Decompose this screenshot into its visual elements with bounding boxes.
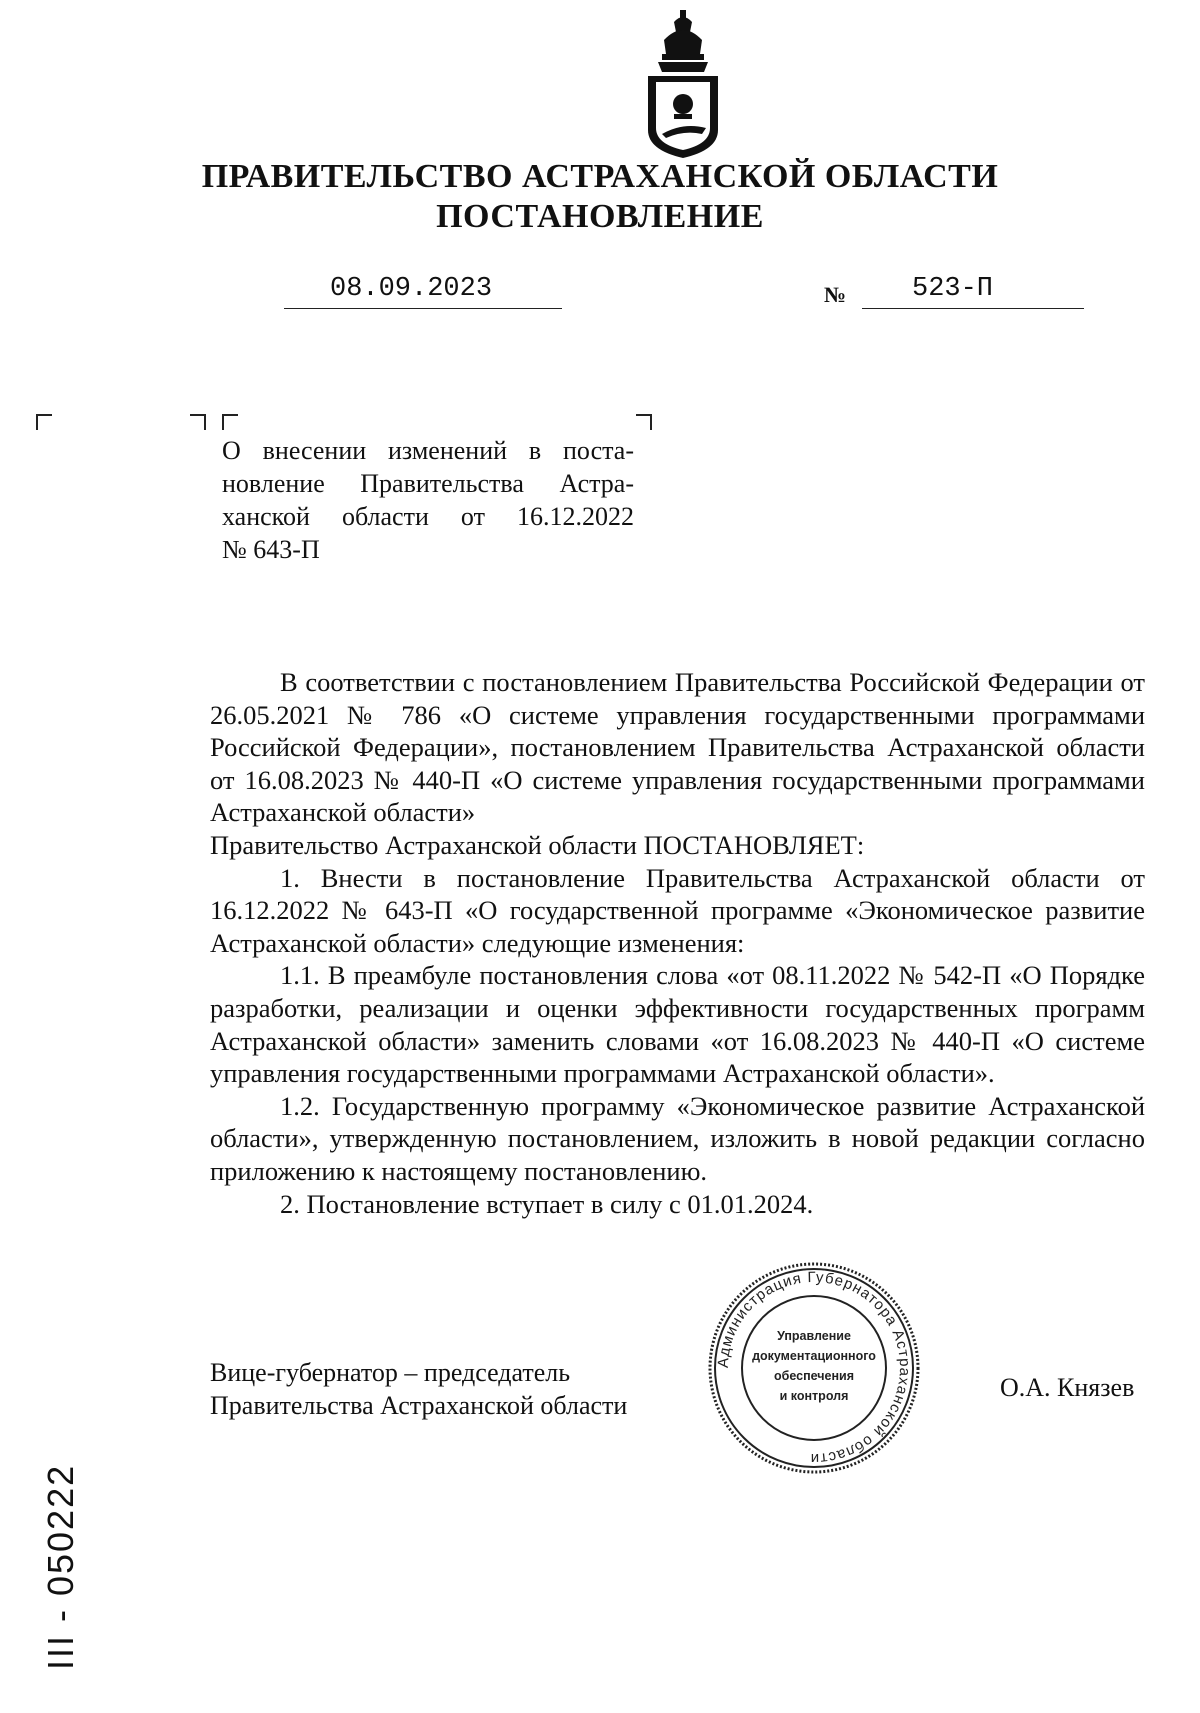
subject-line: № 643-П [222,535,320,564]
official-stamp [706,1260,922,1476]
stamp-inner-line: документационного [752,1349,876,1363]
margin-corner-mark [36,414,52,430]
document-date: 08.09.2023 [330,274,493,304]
subject-line: новление Правительства Астра- [222,469,634,498]
stamp-inner-line: обеспечения [773,1369,855,1383]
clause-1-2-paragraph: 1.2. Государственную программу «Экономическое развитие Астраханской области», утвержденную постановлением, изложить в новой редакции согласно приложению к настоящему постановлению. [210,1090,1145,1186]
signatory-name: О.А. Князев [1000,1373,1135,1402]
document-number: 523-П [912,274,994,304]
organization-title: ПРАВИТЕЛЬСТВО АСТРАХАНСКОЙ ОБЛАСТИ [201,158,999,195]
resolution-body [210,666,1145,1220]
number-underline [862,308,1084,309]
clause-2-paragraph: 2. Постановление вступает в силу с 01.01.2024. [280,1188,814,1219]
subject-line: ханской области от 16.12.2022 [222,502,634,531]
stamp-inner-line: и контроля [779,1389,849,1403]
subject-corner-mark-left-outer [190,414,206,430]
subject-corner-mark-left [222,414,238,430]
subject-line: О внесении изменений в поста- [222,436,634,465]
stamp-inner-line: Управление [777,1329,851,1343]
form-serial-number: ІІІ - 050222 [40,1463,81,1670]
subject-block [222,434,634,566]
document-type-title: ПОСТАНОВЛЕНИЕ [436,198,764,235]
number-sign: № [824,282,847,307]
clause-1-1-paragraph: 1.1. В преамбуле постановления слова «от 08.11.2022 № 542-П «О Порядке разработки, реализации и оценки эффективности государственных программ Астраханской области» заменить словами «от 16.08.2023 № 440-П «О системе управления государственными программами Астраханской области». [210,960,1145,1089]
resolves-paragraph: Правительство Астраханской области ПОСТАНОВЛЯЕТ: [210,829,865,860]
signatory-position-line: Вице-губернатор – председатель [210,1358,571,1387]
signatory-position [210,1356,627,1422]
clause-1-paragraph: 1. Внести в постановление Правительства Астраханской области от 16.12.2022 № 643-П «О государственной программе «Экономическое развитие Астраханской области» следующие изменения: [210,862,1145,958]
preamble-paragraph: В соответствии с постановлением Правительства Российской Федерации от 26.05.2021 № 786 «О системе управления государственными программами Российской Федерации», постановлением Правительства Астраханской области от 16.08.2023 № 440-П «О системе управления государственными программами Астраханской области» [210,667,1145,828]
date-underline [284,308,562,309]
stamp-outer-text: Администрация Губернатора Астраханской области [714,1268,914,1468]
subject-corner-mark-right [636,414,652,430]
signatory-position-line: Правительства Астраханской области [210,1391,628,1420]
coat-of-arms-emblem [644,10,722,160]
